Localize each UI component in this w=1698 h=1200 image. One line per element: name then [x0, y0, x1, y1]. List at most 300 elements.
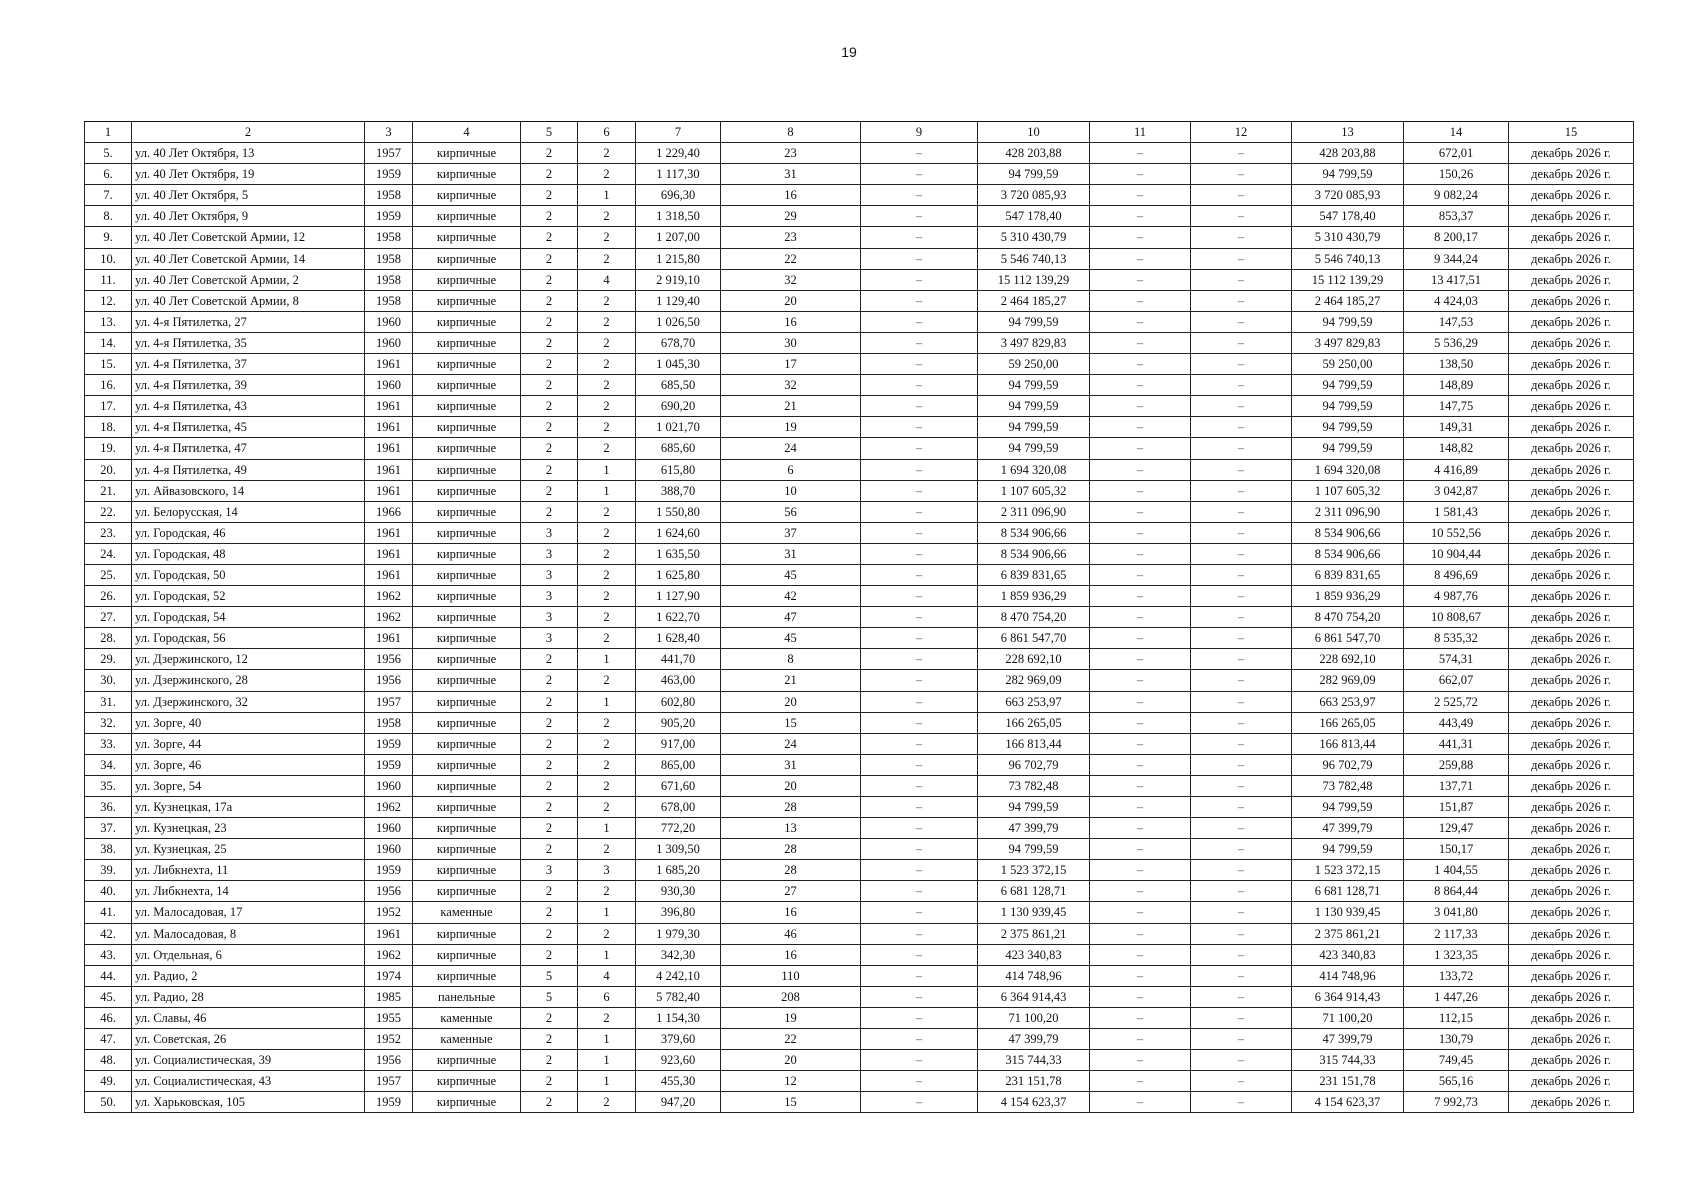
- table-cell: декабрь 2026 г.: [1509, 501, 1634, 522]
- table-cell: кирпичные: [413, 586, 521, 607]
- table-cell: 5 782,40: [636, 986, 721, 1007]
- table-cell: ул. Городская, 48: [132, 543, 365, 564]
- table-cell: 1974: [365, 965, 413, 986]
- table-cell: 8 534 906,66: [1292, 522, 1404, 543]
- table-cell: 671,60: [636, 775, 721, 796]
- table-cell: 2: [521, 332, 578, 353]
- table-row: [85, 839, 1634, 860]
- table-cell: кирпичные: [413, 480, 521, 501]
- table-cell: 2: [578, 227, 636, 248]
- table-cell: 3 497 829,83: [978, 332, 1090, 353]
- table-cell: 31: [721, 164, 861, 185]
- table-row: [85, 691, 1634, 712]
- table-cell: кирпичные: [413, 881, 521, 902]
- table-cell: 36.: [85, 797, 132, 818]
- table-cell: 2: [521, 459, 578, 480]
- table-cell: –: [1191, 332, 1292, 353]
- table-cell: 2: [578, 143, 636, 164]
- table-row: [85, 1007, 1634, 1028]
- table-cell: кирпичные: [413, 628, 521, 649]
- table-cell: 5 310 430,79: [978, 227, 1090, 248]
- table-cell: декабрь 2026 г.: [1509, 586, 1634, 607]
- table-cell: ул. Зорге, 46: [132, 754, 365, 775]
- table-cell: ул. 4-я Пятилетка, 39: [132, 375, 365, 396]
- table-cell: ул. Кузнецкая, 23: [132, 818, 365, 839]
- table-cell: 73 782,48: [978, 775, 1090, 796]
- table-cell: 2: [578, 522, 636, 543]
- table-cell: –: [1090, 543, 1191, 564]
- table-cell: 1960: [365, 375, 413, 396]
- table-cell: кирпичные: [413, 269, 521, 290]
- table-cell: 1 207,00: [636, 227, 721, 248]
- table-cell: –: [1090, 733, 1191, 754]
- table-cell: 2: [578, 354, 636, 375]
- table-cell: 1 624,60: [636, 522, 721, 543]
- table-cell: –: [1191, 375, 1292, 396]
- table-cell: 23: [721, 143, 861, 164]
- table-cell: 147,75: [1404, 396, 1509, 417]
- table-cell: 455,30: [636, 1071, 721, 1092]
- table-cell: –: [861, 290, 978, 311]
- table-cell: –: [1191, 775, 1292, 796]
- table-cell: 166 265,05: [978, 712, 1090, 733]
- table-cell: ул. 40 Лет Советской Армии, 14: [132, 248, 365, 269]
- table-cell: 3: [521, 586, 578, 607]
- table-cell: 9 344,24: [1404, 248, 1509, 269]
- table-cell: –: [1090, 860, 1191, 881]
- table-cell: 166 813,44: [978, 733, 1090, 754]
- table-cell: 39.: [85, 860, 132, 881]
- table-cell: 32.: [85, 712, 132, 733]
- table-cell: 930,30: [636, 881, 721, 902]
- table-cell: 574,31: [1404, 649, 1509, 670]
- table-cell: 1962: [365, 586, 413, 607]
- column-header: 1: [85, 122, 132, 143]
- table-cell: 2: [578, 164, 636, 185]
- table-cell: 25.: [85, 564, 132, 585]
- table-cell: –: [1090, 670, 1191, 691]
- table-cell: 388,70: [636, 480, 721, 501]
- table-cell: 23: [721, 227, 861, 248]
- table-cell: –: [1090, 839, 1191, 860]
- table-cell: каменные: [413, 1029, 521, 1050]
- table-cell: –: [1191, 206, 1292, 227]
- table-cell: 1955: [365, 1007, 413, 1028]
- table-cell: 1 685,20: [636, 860, 721, 881]
- table-cell: 2: [521, 164, 578, 185]
- table-cell: 662,07: [1404, 670, 1509, 691]
- table-cell: 9 082,24: [1404, 185, 1509, 206]
- table-cell: 917,00: [636, 733, 721, 754]
- table-cell: 2: [578, 754, 636, 775]
- table-cell: 5: [521, 986, 578, 1007]
- table-cell: декабрь 2026 г.: [1509, 691, 1634, 712]
- table-cell: 6.: [85, 164, 132, 185]
- table-cell: –: [1090, 332, 1191, 353]
- table-cell: 2: [578, 417, 636, 438]
- table-row: [85, 881, 1634, 902]
- table-cell: 2: [521, 269, 578, 290]
- table-cell: 1957: [365, 1071, 413, 1092]
- table-cell: 2: [521, 923, 578, 944]
- table-cell: 1962: [365, 797, 413, 818]
- table-cell: декабрь 2026 г.: [1509, 1007, 1634, 1028]
- table-cell: –: [1090, 396, 1191, 417]
- table-cell: ул. Харьковская, 105: [132, 1092, 365, 1113]
- table-cell: декабрь 2026 г.: [1509, 902, 1634, 923]
- table-cell: ул. 40 Лет Октября, 19: [132, 164, 365, 185]
- table-cell: 2: [521, 311, 578, 332]
- table-cell: 151,87: [1404, 797, 1509, 818]
- table-cell: декабрь 2026 г.: [1509, 459, 1634, 480]
- table-cell: 6 364 914,43: [978, 986, 1090, 1007]
- table-cell: –: [861, 860, 978, 881]
- table-cell: 37.: [85, 818, 132, 839]
- table-cell: 4: [578, 269, 636, 290]
- table-cell: 2: [578, 375, 636, 396]
- table-cell: ул. Малосадовая, 8: [132, 923, 365, 944]
- table-cell: 1959: [365, 733, 413, 754]
- table-cell: –: [1090, 775, 1191, 796]
- table-cell: 5 536,29: [1404, 332, 1509, 353]
- table-cell: 2: [521, 396, 578, 417]
- table-cell: 2 117,33: [1404, 923, 1509, 944]
- table-cell: –: [1191, 1092, 1292, 1113]
- table-cell: 32: [721, 375, 861, 396]
- table-cell: кирпичные: [413, 501, 521, 522]
- table-cell: 2: [521, 797, 578, 818]
- table-cell: 7 992,73: [1404, 1092, 1509, 1113]
- table-cell: кирпичные: [413, 522, 521, 543]
- table-cell: –: [1191, 586, 1292, 607]
- page-number: 19: [841, 44, 857, 60]
- table-cell: 2: [578, 881, 636, 902]
- table-cell: кирпичные: [413, 564, 521, 585]
- table-cell: 565,16: [1404, 1071, 1509, 1092]
- table-cell: кирпичные: [413, 375, 521, 396]
- table-cell: –: [861, 691, 978, 712]
- table-cell: 1952: [365, 902, 413, 923]
- table-cell: ул. Социалистическая, 43: [132, 1071, 365, 1092]
- table-cell: 31.: [85, 691, 132, 712]
- table-cell: 8 534 906,66: [978, 522, 1090, 543]
- table-cell: 1961: [365, 628, 413, 649]
- table-cell: 602,80: [636, 691, 721, 712]
- table-cell: 2: [521, 206, 578, 227]
- table-cell: 2: [578, 543, 636, 564]
- table-cell: 663 253,97: [978, 691, 1090, 712]
- table-cell: –: [861, 754, 978, 775]
- table-cell: 150,26: [1404, 164, 1509, 185]
- table-cell: 1961: [365, 354, 413, 375]
- table-row: [85, 311, 1634, 332]
- table-row: [85, 712, 1634, 733]
- table-row: [85, 459, 1634, 480]
- table-cell: –: [1090, 522, 1191, 543]
- table-cell: 1 127,90: [636, 586, 721, 607]
- table-cell: 441,31: [1404, 733, 1509, 754]
- table-cell: ул. 40 Лет Советской Армии, 8: [132, 290, 365, 311]
- table-cell: 1: [578, 818, 636, 839]
- table-cell: –: [861, 206, 978, 227]
- table-cell: ул. 40 Лет Октября, 5: [132, 185, 365, 206]
- table-cell: –: [861, 459, 978, 480]
- table-cell: декабрь 2026 г.: [1509, 775, 1634, 796]
- table-cell: –: [1090, 944, 1191, 965]
- table-cell: 9.: [85, 227, 132, 248]
- table-cell: кирпичные: [413, 164, 521, 185]
- table-cell: 1 859 936,29: [1292, 586, 1404, 607]
- table-cell: 44.: [85, 965, 132, 986]
- table-cell: декабрь 2026 г.: [1509, 1029, 1634, 1050]
- table-cell: 2: [578, 438, 636, 459]
- table-cell: 2: [578, 564, 636, 585]
- table-cell: 20: [721, 1050, 861, 1071]
- table-cell: 10: [721, 480, 861, 501]
- table-cell: 2: [521, 417, 578, 438]
- table-cell: кирпичные: [413, 818, 521, 839]
- table-cell: 231 151,78: [978, 1071, 1090, 1092]
- table-cell: –: [1090, 754, 1191, 775]
- table-cell: 6 861 547,70: [978, 628, 1090, 649]
- table-cell: 13: [721, 818, 861, 839]
- table-cell: 24: [721, 438, 861, 459]
- table-cell: ул. Зорге, 54: [132, 775, 365, 796]
- table-cell: 428 203,88: [978, 143, 1090, 164]
- table-cell: 24.: [85, 543, 132, 564]
- table-row: [85, 417, 1634, 438]
- table-cell: ул. 40 Лет Советской Армии, 2: [132, 269, 365, 290]
- table-cell: декабрь 2026 г.: [1509, 944, 1634, 965]
- table-cell: 1 694 320,08: [978, 459, 1090, 480]
- table-cell: 21: [721, 670, 861, 691]
- table-cell: 1 628,40: [636, 628, 721, 649]
- table-cell: 6 861 547,70: [1292, 628, 1404, 649]
- table-cell: 42: [721, 586, 861, 607]
- table-cell: 1: [578, 902, 636, 923]
- table-cell: кирпичные: [413, 649, 521, 670]
- table-cell: –: [1191, 1029, 1292, 1050]
- table-cell: 1 523 372,15: [978, 860, 1090, 881]
- table-cell: 6 681 128,71: [1292, 881, 1404, 902]
- table-cell: 1961: [365, 543, 413, 564]
- table-cell: 1: [578, 480, 636, 501]
- table-cell: 1961: [365, 459, 413, 480]
- table-cell: 3: [521, 564, 578, 585]
- table-cell: –: [861, 944, 978, 965]
- header-row: [85, 122, 1634, 143]
- column-header: 7: [636, 122, 721, 143]
- table-cell: 396,80: [636, 902, 721, 923]
- table-cell: 1 550,80: [636, 501, 721, 522]
- table-cell: 94 799,59: [1292, 164, 1404, 185]
- table-cell: 28: [721, 860, 861, 881]
- table-row: [85, 143, 1634, 164]
- table-cell: 2: [578, 797, 636, 818]
- table-cell: 1: [578, 649, 636, 670]
- table-cell: ул. Малосадовая, 17: [132, 902, 365, 923]
- table-cell: –: [1191, 459, 1292, 480]
- table-cell: 1 581,43: [1404, 501, 1509, 522]
- table-cell: 1958: [365, 227, 413, 248]
- table-cell: 1: [578, 459, 636, 480]
- table-row: [85, 164, 1634, 185]
- table-cell: 1957: [365, 143, 413, 164]
- table-row: [85, 1092, 1634, 1113]
- table-cell: 1: [578, 944, 636, 965]
- table-cell: 3 041,80: [1404, 902, 1509, 923]
- table-cell: 16: [721, 944, 861, 965]
- table-row: [85, 586, 1634, 607]
- table-cell: 1 859 936,29: [978, 586, 1090, 607]
- table-cell: –: [1191, 522, 1292, 543]
- table-cell: 47 399,79: [1292, 818, 1404, 839]
- table-cell: 8.: [85, 206, 132, 227]
- table-cell: –: [1090, 227, 1191, 248]
- table-cell: –: [1191, 944, 1292, 965]
- table-cell: –: [861, 1029, 978, 1050]
- table-row: [85, 480, 1634, 501]
- table-cell: 1 635,50: [636, 543, 721, 564]
- table-cell: 2: [521, 501, 578, 522]
- table-cell: 1: [578, 691, 636, 712]
- table-cell: 379,60: [636, 1029, 721, 1050]
- table-cell: 772,20: [636, 818, 721, 839]
- table-cell: –: [1090, 797, 1191, 818]
- table-cell: 5 310 430,79: [1292, 227, 1404, 248]
- table-cell: –: [1090, 1029, 1191, 1050]
- column-header: 2: [132, 122, 365, 143]
- table-cell: 46: [721, 923, 861, 944]
- table-cell: кирпичные: [413, 354, 521, 375]
- table-cell: –: [1090, 1092, 1191, 1113]
- table-cell: –: [1090, 311, 1191, 332]
- table-cell: –: [1191, 691, 1292, 712]
- table-cell: 4 987,76: [1404, 586, 1509, 607]
- table-cell: 8 535,32: [1404, 628, 1509, 649]
- table-row: [85, 396, 1634, 417]
- table-cell: ул. 4-я Пятилетка, 47: [132, 438, 365, 459]
- table-row: [85, 438, 1634, 459]
- table-cell: 20.: [85, 459, 132, 480]
- table-cell: 865,00: [636, 754, 721, 775]
- table-cell: кирпичные: [413, 290, 521, 311]
- table-cell: 1 318,50: [636, 206, 721, 227]
- table-row: [85, 332, 1634, 353]
- table-row: [85, 775, 1634, 796]
- table-row: [85, 206, 1634, 227]
- table-cell: 94 799,59: [1292, 396, 1404, 417]
- table-cell: ул. Городская, 50: [132, 564, 365, 585]
- table-cell: 59 250,00: [1292, 354, 1404, 375]
- table-cell: 47 399,79: [1292, 1029, 1404, 1050]
- table-cell: 148,89: [1404, 375, 1509, 396]
- table-cell: 1 979,30: [636, 923, 721, 944]
- table-cell: 2: [521, 290, 578, 311]
- table-cell: ул. Городская, 54: [132, 607, 365, 628]
- table-cell: –: [1191, 543, 1292, 564]
- table-cell: 1 154,30: [636, 1007, 721, 1028]
- table-cell: 47: [721, 607, 861, 628]
- table-cell: 6: [721, 459, 861, 480]
- table-cell: кирпичные: [413, 839, 521, 860]
- table-cell: декабрь 2026 г.: [1509, 628, 1634, 649]
- table-cell: 547 178,40: [978, 206, 1090, 227]
- table-cell: –: [1191, 1050, 1292, 1071]
- table-cell: декабрь 2026 г.: [1509, 290, 1634, 311]
- table-cell: 33.: [85, 733, 132, 754]
- table-cell: 2: [578, 607, 636, 628]
- table-cell: кирпичные: [413, 1050, 521, 1071]
- table-row: [85, 1050, 1634, 1071]
- table-cell: –: [1090, 586, 1191, 607]
- table-cell: декабрь 2026 г.: [1509, 332, 1634, 353]
- table-cell: кирпичные: [413, 206, 521, 227]
- table-cell: 45: [721, 628, 861, 649]
- table-cell: 42.: [85, 923, 132, 944]
- table-cell: –: [861, 1007, 978, 1028]
- table-row: [85, 628, 1634, 649]
- table-cell: 853,37: [1404, 206, 1509, 227]
- table-cell: –: [1191, 269, 1292, 290]
- column-header: 11: [1090, 122, 1191, 143]
- table-cell: 1960: [365, 775, 413, 796]
- table-cell: ул. Городская, 56: [132, 628, 365, 649]
- table-cell: 1958: [365, 712, 413, 733]
- table-cell: 2: [578, 311, 636, 332]
- table-cell: –: [1090, 881, 1191, 902]
- table-cell: 6: [578, 986, 636, 1007]
- table-cell: ул. Айвазовского, 14: [132, 480, 365, 501]
- table-cell: ул. Советская, 26: [132, 1029, 365, 1050]
- table-cell: 423 340,83: [1292, 944, 1404, 965]
- table-cell: 2: [521, 375, 578, 396]
- table-cell: 685,50: [636, 375, 721, 396]
- table-cell: 166 265,05: [1292, 712, 1404, 733]
- table-cell: 4: [578, 965, 636, 986]
- table-cell: кирпичные: [413, 227, 521, 248]
- table-row: [85, 860, 1634, 881]
- table-cell: декабрь 2026 г.: [1509, 164, 1634, 185]
- table-cell: 2: [521, 818, 578, 839]
- table-cell: декабрь 2026 г.: [1509, 396, 1634, 417]
- table-cell: 2: [521, 881, 578, 902]
- column-header: 3: [365, 122, 413, 143]
- table-cell: 315 744,33: [1292, 1050, 1404, 1071]
- table-cell: ул. 4-я Пятилетка, 49: [132, 459, 365, 480]
- table-row: [85, 290, 1634, 311]
- table-cell: 2: [578, 586, 636, 607]
- table-cell: –: [1191, 164, 1292, 185]
- table-cell: –: [1090, 607, 1191, 628]
- table-cell: декабрь 2026 г.: [1509, 923, 1634, 944]
- table-row: [85, 797, 1634, 818]
- table-cell: ул. 40 Лет Советской Армии, 12: [132, 227, 365, 248]
- table-cell: –: [1090, 818, 1191, 839]
- table-cell: 30: [721, 332, 861, 353]
- table-cell: 2: [578, 923, 636, 944]
- table-cell: 137,71: [1404, 775, 1509, 796]
- table-cell: 10.: [85, 248, 132, 269]
- table-cell: ул. Отдельная, 6: [132, 944, 365, 965]
- table-cell: 1961: [365, 564, 413, 585]
- table-cell: 5: [521, 965, 578, 986]
- table-cell: 2: [578, 501, 636, 522]
- table-cell: 5.: [85, 143, 132, 164]
- data-table: [84, 121, 1634, 1113]
- table-cell: 17: [721, 354, 861, 375]
- table-cell: декабрь 2026 г.: [1509, 1050, 1634, 1071]
